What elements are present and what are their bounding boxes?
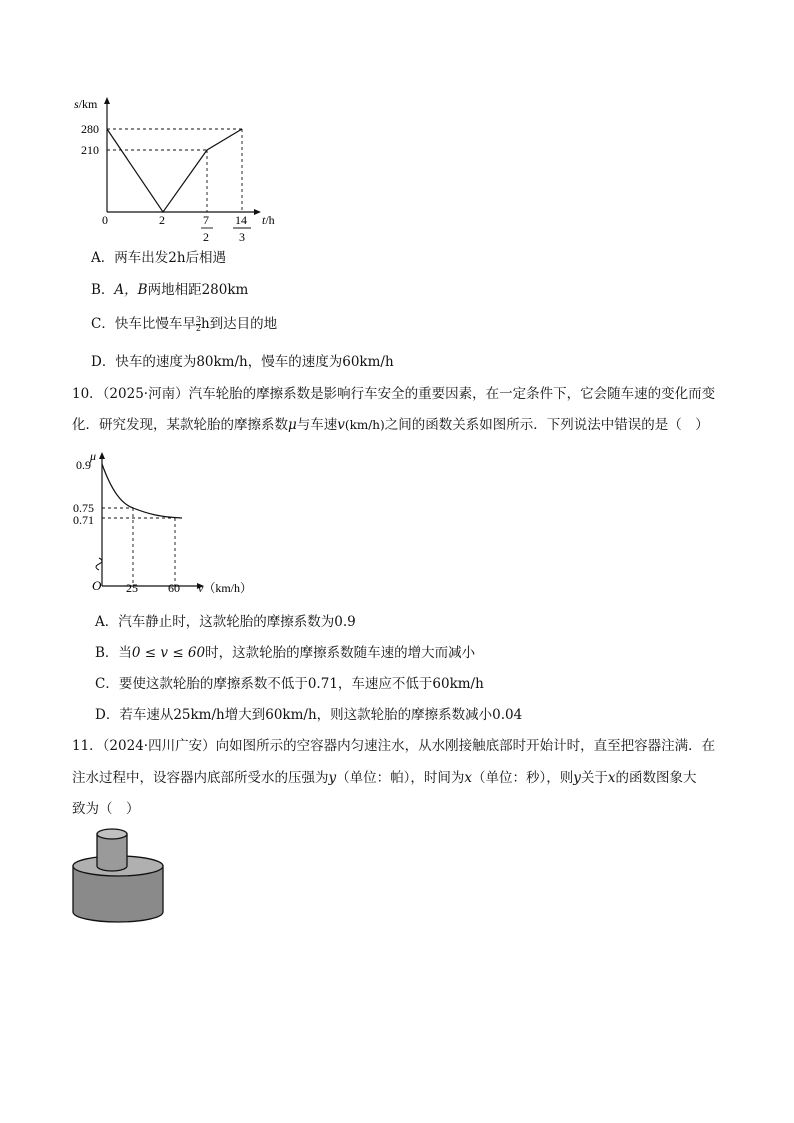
q9-ytick-210: 210 [81,143,99,157]
q10-option-c [95,675,484,693]
option-label: B． [91,282,115,298]
q10-friction-speed-graph [70,448,290,598]
small-cylinder-top [97,829,127,839]
q9-xtick-2: 2 [159,213,165,227]
q10-xtick-25: 25 [126,581,138,595]
option-label: C． [91,316,115,332]
option-text-tail: h到达目的地 [200,316,278,332]
q10-option-a [95,613,356,631]
q10-option-b [95,644,475,662]
q10-x-label: v（km/h） [198,581,252,595]
q9-graph-line [107,129,242,212]
q10-stem-line2: 化．研究发现，某款轮胎的摩擦系数μ与车速v(km/h)之间的函数关系如图所示．下列说法中错误的是（ ） [72,417,709,433]
option-text: 两地相距280km [147,282,249,298]
q9-option-c [91,315,277,333]
q9-y-label: s/km [74,97,98,111]
q9-x-label: t/h [262,213,275,227]
option-label: D． [91,354,116,370]
q9-y-arrow [104,97,110,104]
q9-x-arrow [254,209,261,215]
q11-stem-line2: 注水过程中，设容器内底部所受水的压强为y（单位：帕），时间为x（单位：秒），则y关于x的函数图象大 [72,770,697,786]
option-label: C． [95,676,119,692]
q9-frac1-den: 2 [203,230,209,244]
q9-distance-time-graph [70,92,290,247]
option-fraction: $\frac{3}{2}$ [195,315,201,333]
q11-stem-line1: 11．（2024·四川广安）向如图所示的空容器内匀速注水，从水刚接触底部时开始计时，直至把容器注满．在 [72,738,716,754]
option-label: D． [95,707,120,723]
q9-ytick-280: 280 [81,122,99,136]
option-text: 快车的速度为80km/h，慢车的速度为60km/h [115,354,394,370]
option-text: 两车出发2h后相遇 [114,250,227,266]
option-variables: A，B [114,282,148,298]
q10-ytick-075: 0.75 [73,501,94,515]
q9-origin: 0 [102,213,108,227]
q11-stem-line3: 致为（ ） [72,801,140,817]
q9-frac2-num: 14 [235,213,247,227]
q9-option-a [91,249,226,267]
q10-xtick-60: 60 [168,581,180,595]
q9-frac1-num: 7 [203,213,209,227]
q9-frac2-den: 3 [239,230,245,244]
q10-stem-line1: 10．（2025·河南）汽车轮胎的摩擦系数是影响行车安全的重要因素，在一定条件下，它会随车速的变化而变 [72,386,716,402]
option-text: 汽车静止时，这款轮胎的摩擦系数为0.9 [118,614,356,630]
q10-origin: O [92,578,102,593]
q10-graph-curve [102,464,182,518]
option-text: 要使这款轮胎的摩擦系数不低于0.71，车速应不低于60km/h [118,676,484,692]
option-text: 当 [118,645,132,661]
q10-y-arrow [99,452,105,459]
option-label: B． [95,645,119,661]
q10-ytick-09: 0.9 [76,458,91,472]
q9-option-d [91,353,394,371]
option-label: A． [95,614,119,630]
q10-option-d [95,706,522,724]
q9-option-b [91,281,248,299]
option-text: 若车速从25km/h增大到60km/h，则这款轮胎的摩擦系数减小0.04 [119,707,523,723]
option-text-tail: 时，这款轮胎的摩擦系数随车速的增大而减小 [205,645,476,661]
q10-y-label: μ [90,449,97,463]
option-condition: 0 ≤ v ≤ 60 [131,645,206,661]
q10-ytick-071: 0.71 [73,513,94,527]
option-label: A． [91,250,115,266]
q10-axis-break [96,558,102,570]
option-text: 快车比慢车早 [114,316,196,332]
q11-container-figure [70,824,170,926]
